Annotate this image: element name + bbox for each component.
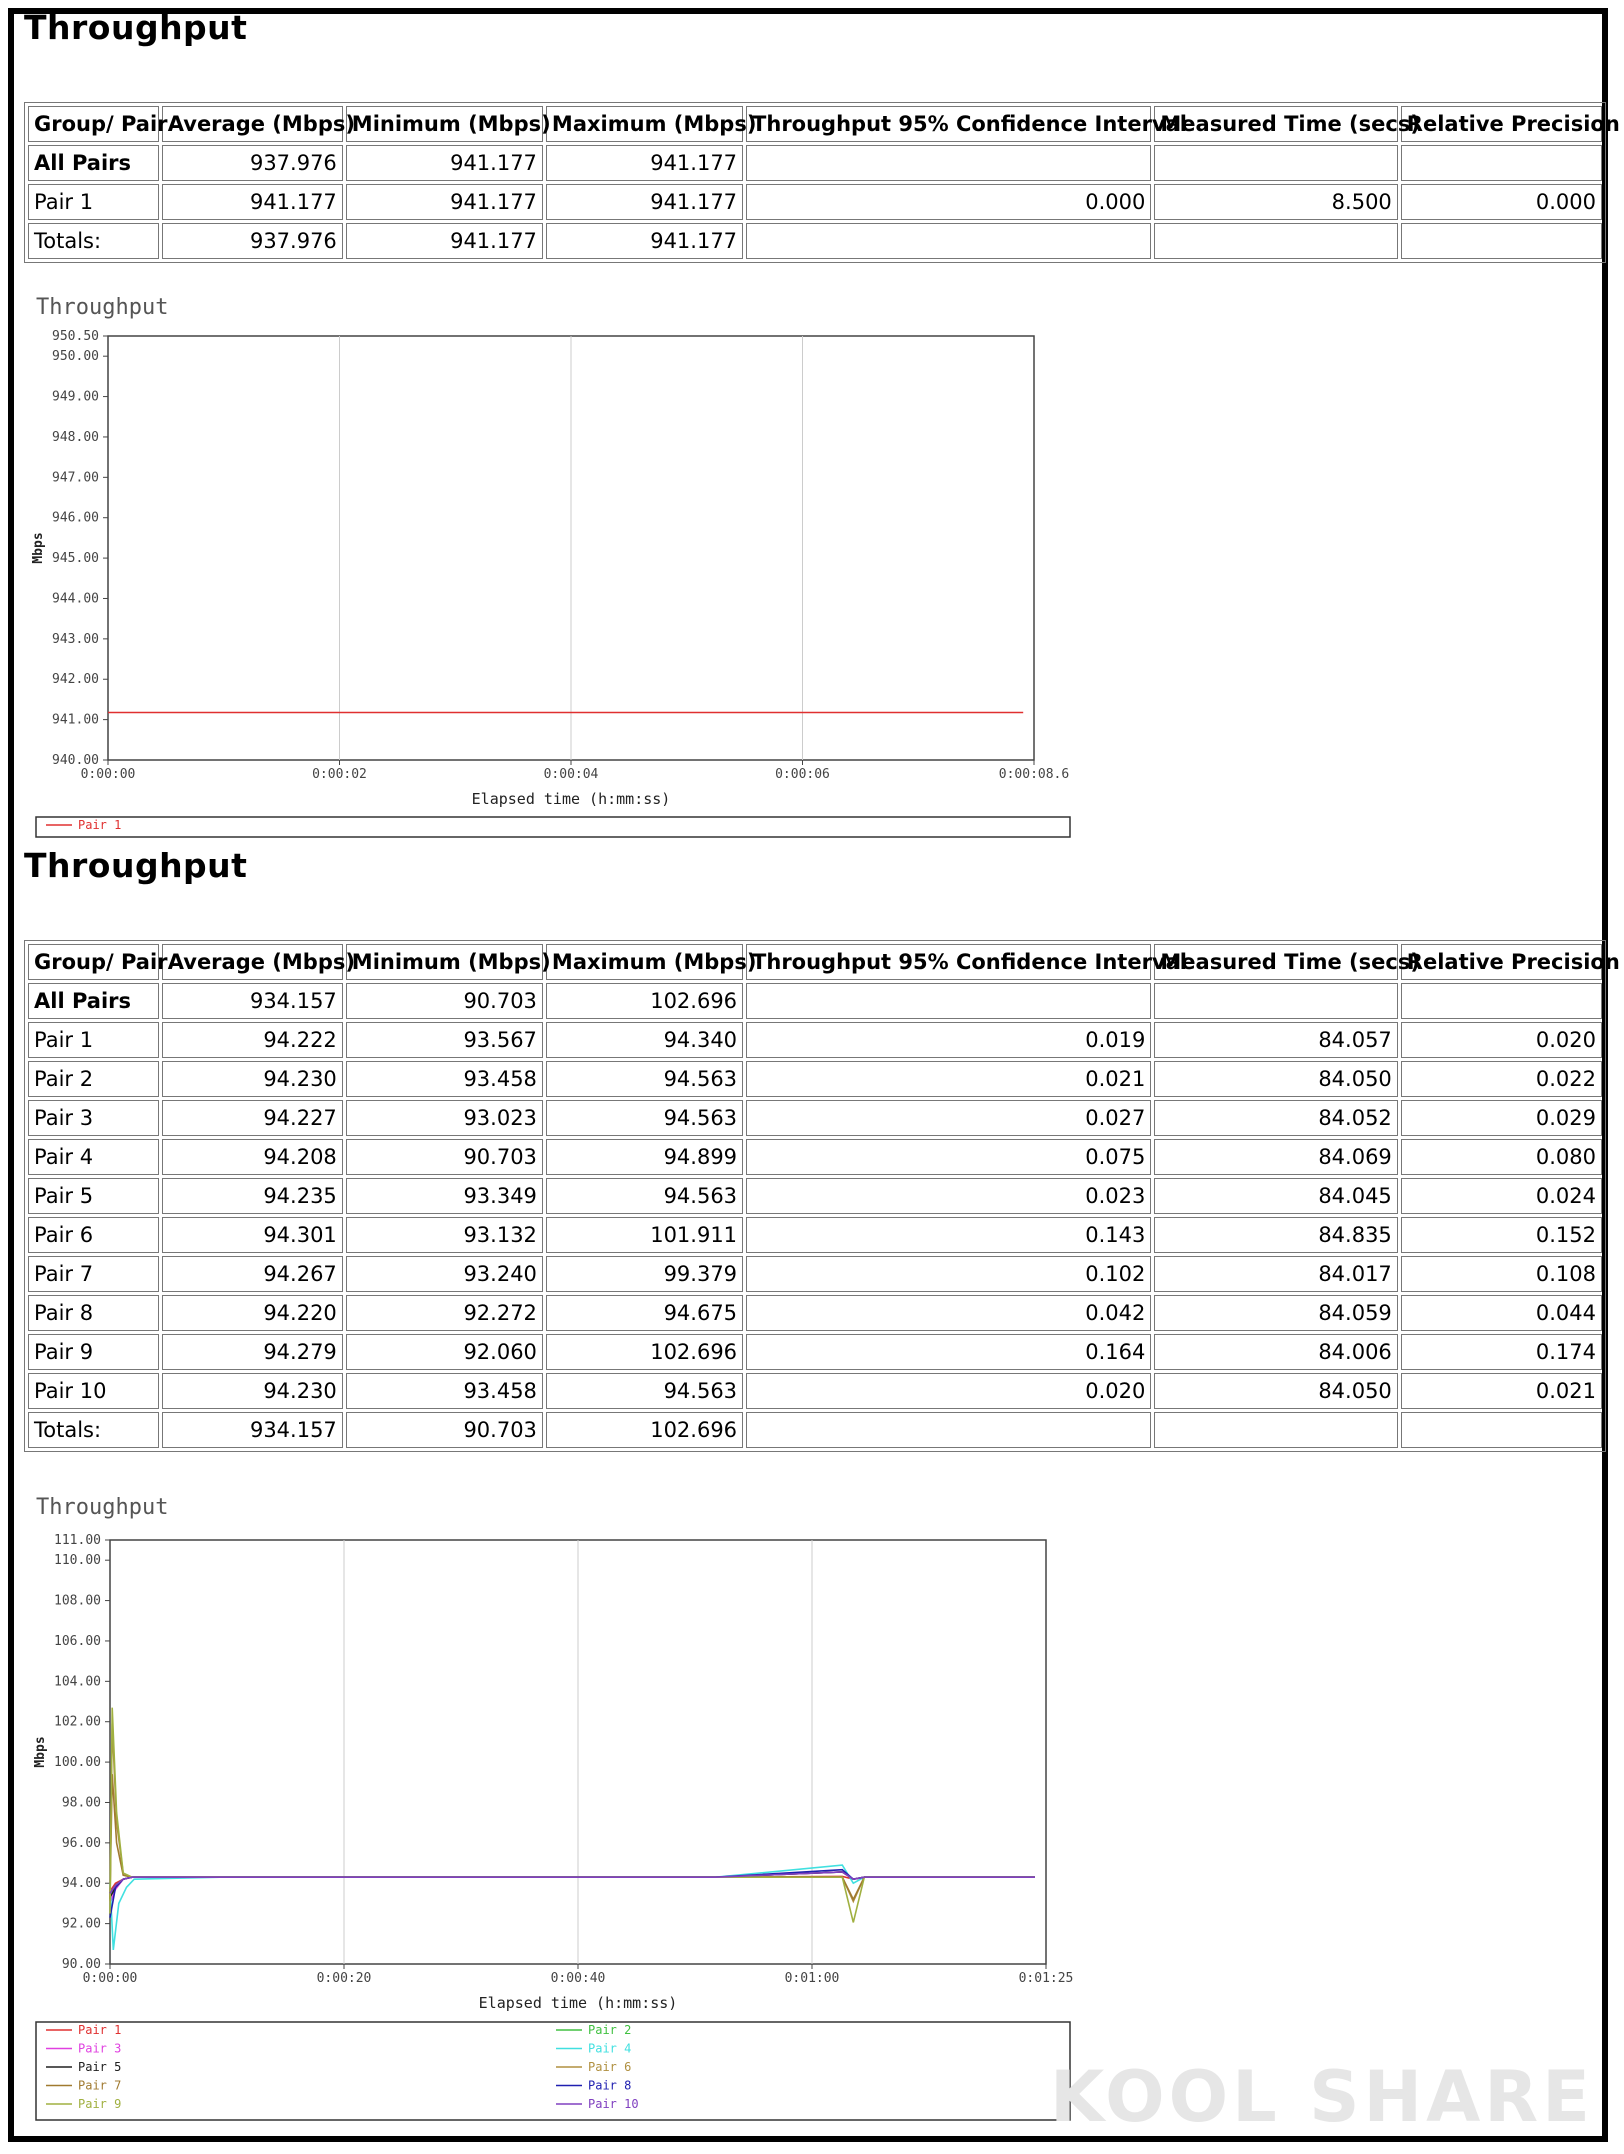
value-cell [1154,223,1397,259]
value-cell: 94.230 [162,1061,343,1097]
table-row [28,1334,1602,1370]
x-tick-label: 0:00:40 [550,1971,606,1986]
legend-label: Pair 2 [588,2023,632,2037]
row-label-cell: All Pairs [28,145,159,181]
value-cell: 84.835 [1154,1217,1397,1253]
value-cell: 94.230 [162,1373,343,1409]
results-table-2 [24,940,1620,1452]
y-tick-label: 946.00 [52,510,99,526]
column-header: Average (Mbps) [162,944,343,980]
value-cell: 94.563 [546,1100,743,1136]
x-tick-label: 0:00:00 [80,767,136,782]
value-cell [1154,145,1397,181]
y-axis-label: Mbps [31,532,46,564]
y-tick-label: 944.00 [52,591,99,607]
table-row [28,184,1602,220]
x-tick-label: 0:01:00 [784,1971,840,1986]
value-cell: 0.020 [746,1373,1151,1409]
row-label-cell: Pair 3 [28,1100,159,1136]
x-tick-label: 0:00:08.6 [998,767,1070,782]
value-cell: 84.057 [1154,1022,1397,1058]
value-cell [1154,983,1397,1019]
value-cell: 934.157 [162,1412,343,1448]
y-tick-label: 108.00 [54,1593,101,1609]
legend-box [36,817,1070,837]
row-label-cell: Pair 6 [28,1217,159,1253]
value-cell: 0.042 [746,1295,1151,1331]
y-tick-label: 102.00 [54,1714,101,1730]
value-cell: 92.060 [346,1334,543,1370]
table-row [28,1373,1602,1409]
y-tick-label: 942.00 [52,672,99,688]
column-header: Relative Precision [1401,944,1602,980]
table-row [28,1412,1602,1448]
row-label-cell: All Pairs [28,983,159,1019]
value-cell: 93.458 [346,1061,543,1097]
throughput-chart-1 [24,290,1104,842]
row-label-cell: Pair 4 [28,1139,159,1175]
value-cell [746,223,1151,259]
value-cell: 0.143 [746,1217,1151,1253]
legend-label: Pair 1 [78,2023,122,2037]
row-label-cell: Pair 5 [28,1178,159,1214]
value-cell: 84.050 [1154,1061,1397,1097]
value-cell [1154,1412,1397,1448]
value-cell: 941.177 [546,145,743,181]
value-cell: 941.177 [346,184,543,220]
value-cell: 90.703 [346,983,543,1019]
column-header: Maximum (Mbps) [546,944,743,980]
y-axis-label: Mbps [33,1736,48,1768]
table-row [28,1217,1602,1253]
table-row [28,1100,1602,1136]
value-cell: 937.976 [162,223,343,259]
value-cell: 94.208 [162,1139,343,1175]
row-label-cell: Pair 9 [28,1334,159,1370]
value-cell: 934.157 [162,983,343,1019]
value-cell [746,145,1151,181]
column-header: Measured Time (secs) [1154,944,1397,980]
value-cell: 0.108 [1401,1256,1602,1292]
chart-title: Throughput [36,295,169,320]
value-cell: 94.235 [162,1178,343,1214]
value-cell [1401,223,1602,259]
value-cell: 84.069 [1154,1139,1397,1175]
column-header: Measured Time (secs) [1154,106,1397,142]
table-row [28,145,1602,181]
value-cell: 94.563 [546,1178,743,1214]
section-title-1: Throughput [24,8,248,47]
row-label-cell: Pair 8 [28,1295,159,1331]
table-row [28,1139,1602,1175]
value-cell: 93.240 [346,1256,543,1292]
watermark-logo: KOOL SHARE [1050,2056,1594,2138]
value-cell: 8.500 [1154,184,1397,220]
y-tick-label: 940.00 [52,753,99,768]
value-cell: 93.349 [346,1178,543,1214]
legend-label: Pair 7 [78,2078,122,2093]
value-cell: 0.000 [1401,184,1602,220]
table-row [28,983,1602,1019]
y-tick-label: 110.00 [54,1553,101,1569]
value-cell: 84.017 [1154,1256,1397,1292]
x-tick-label: 0:00:00 [82,1971,138,1986]
y-tick-label: 98.00 [61,1795,101,1811]
value-cell: 0.000 [746,184,1151,220]
x-tick-label: 0:01:25 [1018,1971,1074,1986]
value-cell: 0.022 [1401,1061,1602,1097]
value-cell: 0.019 [746,1022,1151,1058]
value-cell: 101.911 [546,1217,743,1253]
value-cell [1401,983,1602,1019]
value-cell: 0.029 [1401,1100,1602,1136]
row-label-cell: Pair 7 [28,1256,159,1292]
value-cell: 0.080 [1401,1139,1602,1175]
table-row [28,1061,1602,1097]
x-tick-label: 0:00:20 [316,1971,372,1986]
y-tick-label: 96.00 [61,1835,101,1851]
column-header: Throughput 95% Confidence Interval [746,106,1151,142]
x-axis-label: Elapsed time (h:mm:ss) [478,1994,678,2012]
legend-box [36,2022,1070,2120]
value-cell: 92.272 [346,1295,543,1331]
value-cell: 0.152 [1401,1217,1602,1253]
value-cell: 0.075 [746,1139,1151,1175]
y-tick-label: 950.00 [52,349,99,365]
y-tick-label: 104.00 [54,1674,101,1690]
row-label-cell: Totals: [28,1412,159,1448]
column-header: Minimum (Mbps) [346,944,543,980]
throughput-chart-2 [24,1490,1104,2111]
chart-title: Throughput [36,1495,169,1520]
y-tick-label: 92.00 [61,1916,101,1932]
value-cell [1401,1412,1602,1448]
table-row [28,1178,1602,1214]
value-cell: 94.222 [162,1022,343,1058]
y-tick-label: 111.00 [54,1533,101,1548]
legend-label: Pair 4 [588,2041,632,2056]
column-header: Group/ Pair [28,106,159,142]
value-cell: 94.563 [546,1061,743,1097]
legend-label: Pair 6 [588,2060,632,2074]
value-cell: 84.006 [1154,1334,1397,1370]
value-cell: 94.227 [162,1100,343,1136]
legend-label: Pair 10 [588,2097,639,2111]
value-cell: 94.563 [546,1373,743,1409]
value-cell: 90.703 [346,1139,543,1175]
value-cell: 94.899 [546,1139,743,1175]
value-cell: 941.177 [546,223,743,259]
section-title-2: Throughput [24,846,248,885]
y-tick-label: 950.50 [52,329,99,344]
row-label-cell: Pair 2 [28,1061,159,1097]
column-header: Group/ Pair [28,944,159,980]
table-header-row [28,106,1602,142]
row-label-cell: Pair 10 [28,1373,159,1409]
column-header: Relative Precision [1401,106,1602,142]
y-tick-label: 94.00 [61,1876,101,1892]
value-cell: 84.052 [1154,1100,1397,1136]
value-cell: 941.177 [346,145,543,181]
y-tick-label: 943.00 [52,631,99,647]
column-header: Minimum (Mbps) [346,106,543,142]
legend-label: Pair 9 [78,2097,122,2111]
value-cell: 94.340 [546,1022,743,1058]
value-cell: 93.132 [346,1217,543,1253]
x-tick-label: 0:00:04 [543,767,599,782]
legend-label: Pair 8 [588,2078,632,2093]
value-cell: 0.020 [1401,1022,1602,1058]
value-cell: 94.675 [546,1295,743,1331]
value-cell: 0.021 [1401,1373,1602,1409]
row-label-cell: Pair 1 [28,184,159,220]
value-cell [746,1412,1151,1448]
y-tick-label: 947.00 [52,470,99,486]
x-tick-label: 0:00:06 [775,767,830,782]
legend-label: Pair 5 [78,2060,122,2074]
column-header: Throughput 95% Confidence Interval [746,944,1151,980]
value-cell: 0.024 [1401,1178,1602,1214]
results-table-1 [24,102,1620,263]
x-tick-label: 0:00:02 [312,767,367,782]
value-cell: 94.279 [162,1334,343,1370]
legend-label: Pair 1 [78,818,122,832]
y-tick-label: 90.00 [61,1957,101,1972]
value-cell: 102.696 [546,1412,743,1448]
value-cell: 941.177 [546,184,743,220]
value-cell: 0.174 [1401,1334,1602,1370]
value-cell: 937.976 [162,145,343,181]
value-cell: 102.696 [546,983,743,1019]
table-header-row [28,944,1602,980]
y-tick-label: 945.00 [52,551,99,567]
value-cell: 84.045 [1154,1178,1397,1214]
value-cell: 84.050 [1154,1373,1397,1409]
value-cell: 0.102 [746,1256,1151,1292]
column-header: Maximum (Mbps) [546,106,743,142]
value-cell [746,983,1151,1019]
table-row [28,1295,1602,1331]
value-cell: 93.567 [346,1022,543,1058]
value-cell: 94.220 [162,1295,343,1331]
value-cell: 99.379 [546,1256,743,1292]
legend-label: Pair 3 [78,2041,122,2056]
value-cell: 94.301 [162,1217,343,1253]
value-cell: 0.164 [746,1334,1151,1370]
value-cell: 93.023 [346,1100,543,1136]
column-header: Average (Mbps) [162,106,343,142]
row-label-cell: Pair 1 [28,1022,159,1058]
value-cell: 0.021 [746,1061,1151,1097]
table-row [28,1022,1602,1058]
value-cell: 94.267 [162,1256,343,1292]
row-label-cell: Totals: [28,223,159,259]
value-cell: 0.027 [746,1100,1151,1136]
y-tick-label: 100.00 [54,1755,101,1771]
y-tick-label: 941.00 [52,712,99,728]
y-tick-label: 948.00 [52,429,99,445]
x-axis-label: Elapsed time (h:mm:ss) [471,790,671,808]
value-cell: 0.023 [746,1178,1151,1214]
value-cell: 90.703 [346,1412,543,1448]
y-tick-label: 949.00 [52,389,99,405]
table-row [28,223,1602,259]
table-row [28,1256,1602,1292]
value-cell: 102.696 [546,1334,743,1370]
value-cell: 0.044 [1401,1295,1602,1331]
value-cell: 941.177 [346,223,543,259]
value-cell: 93.458 [346,1373,543,1409]
value-cell: 84.059 [1154,1295,1397,1331]
value-cell [1401,145,1602,181]
y-tick-label: 106.00 [54,1633,101,1649]
value-cell: 941.177 [162,184,343,220]
